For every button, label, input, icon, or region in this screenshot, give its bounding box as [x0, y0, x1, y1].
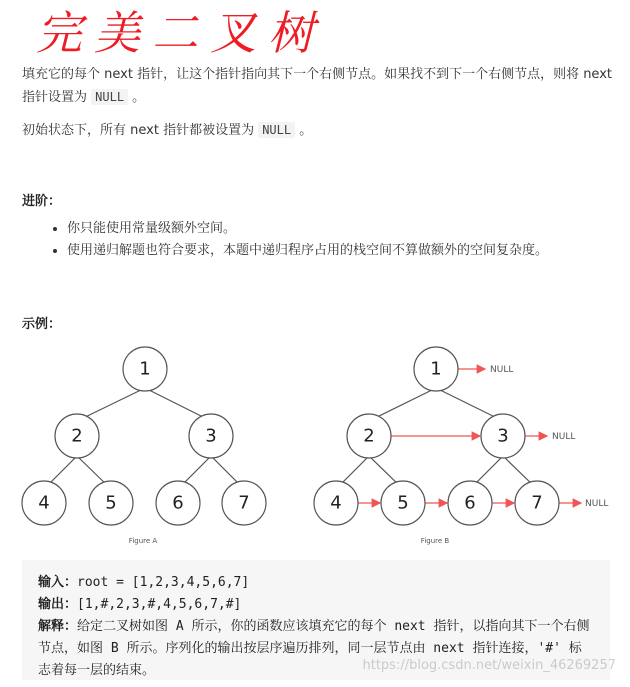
figure-a-node-1: [123, 347, 167, 391]
page-title: 完美二叉树: [36, 6, 326, 60]
figure-a-node-4: [22, 481, 66, 525]
null-code: NULL: [258, 122, 295, 138]
figure-a-caption: Figure A: [128, 537, 158, 545]
example-explanation: 解释：给定二叉树如图 A 所示，你的函数应该填充它的每个 next 指针，以指向其下一个右侧节点，如图 B 所示。序列化的输出按层序遍历排列，同一层节点由 next 指针连接，'#' 标志着每一层的结束。: [38, 619, 590, 678]
figure-a-node-5: [89, 481, 133, 525]
figure-a-node-6: [156, 481, 200, 525]
svg-text:5: 5: [105, 492, 117, 514]
svg-text:4: 4: [38, 492, 50, 514]
svg-text:1: 1: [430, 358, 442, 380]
figure-b-node-7: [515, 481, 559, 525]
description-paragraph: [22, 64, 612, 109]
null-label: NULL: [552, 432, 576, 442]
null-label: NULL: [585, 499, 609, 509]
svg-text:6: 6: [172, 492, 184, 514]
initial-state-text: 初始状态下，所有 next 指针都被设置为: [22, 123, 259, 138]
figure-a-node-7: [222, 481, 266, 525]
svg-text:6: 6: [464, 492, 476, 514]
svg-text:3: 3: [497, 425, 509, 447]
advanced-heading: 进阶：: [22, 194, 62, 209]
figure-b-node-6: [448, 481, 492, 525]
example-heading: 示例：: [22, 317, 62, 332]
svg-text:2: 2: [363, 425, 375, 447]
initial-state-paragraph: [22, 119, 612, 142]
figure-a-node-2: [55, 414, 99, 458]
example-output: 输出：[1,#,2,3,#,4,5,6,7,#]: [38, 597, 242, 612]
svg-text:7: 7: [238, 492, 250, 514]
advanced-list: [22, 218, 548, 262]
figure-b-node-5: [381, 481, 425, 525]
svg-text:4: 4: [330, 492, 342, 514]
svg-text:7: 7: [531, 492, 543, 514]
description-end: 。: [128, 90, 146, 105]
svg-text:5: 5: [397, 492, 409, 514]
figure-b-node-2: [347, 414, 391, 458]
description-text: 填充它的每个 next 指针，让这个指针指向其下一个右侧节点。如果找不到下一个右侧节点，则将 next 指针设置为: [22, 67, 612, 105]
svg-text:3: 3: [205, 425, 217, 447]
null-label: NULL: [490, 365, 514, 375]
svg-text:2: 2: [71, 425, 83, 447]
figure-b-node-1: [414, 347, 458, 391]
tree-figures: [0, 335, 630, 555]
null-code: NULL: [91, 89, 128, 105]
figure-a-node-3: [189, 414, 233, 458]
figure-b-node-3: [481, 414, 525, 458]
svg-text:1: 1: [139, 358, 151, 380]
list-item: • 你只能使用常量级额外空间。: [67, 218, 548, 240]
initial-state-end: 。: [295, 123, 313, 138]
example-input: 输入：root = [1,2,3,4,5,6,7]: [38, 575, 250, 590]
figure-b-caption: Figure B: [420, 537, 450, 545]
list-item: • 使用递归解题也符合要求，本题中递归程序占用的栈空间不算做额外的空间复杂度。: [67, 240, 548, 262]
figure-b-node-4: [314, 481, 358, 525]
watermark: https://blog.csdn.net/weixin_46269257: [362, 658, 616, 673]
